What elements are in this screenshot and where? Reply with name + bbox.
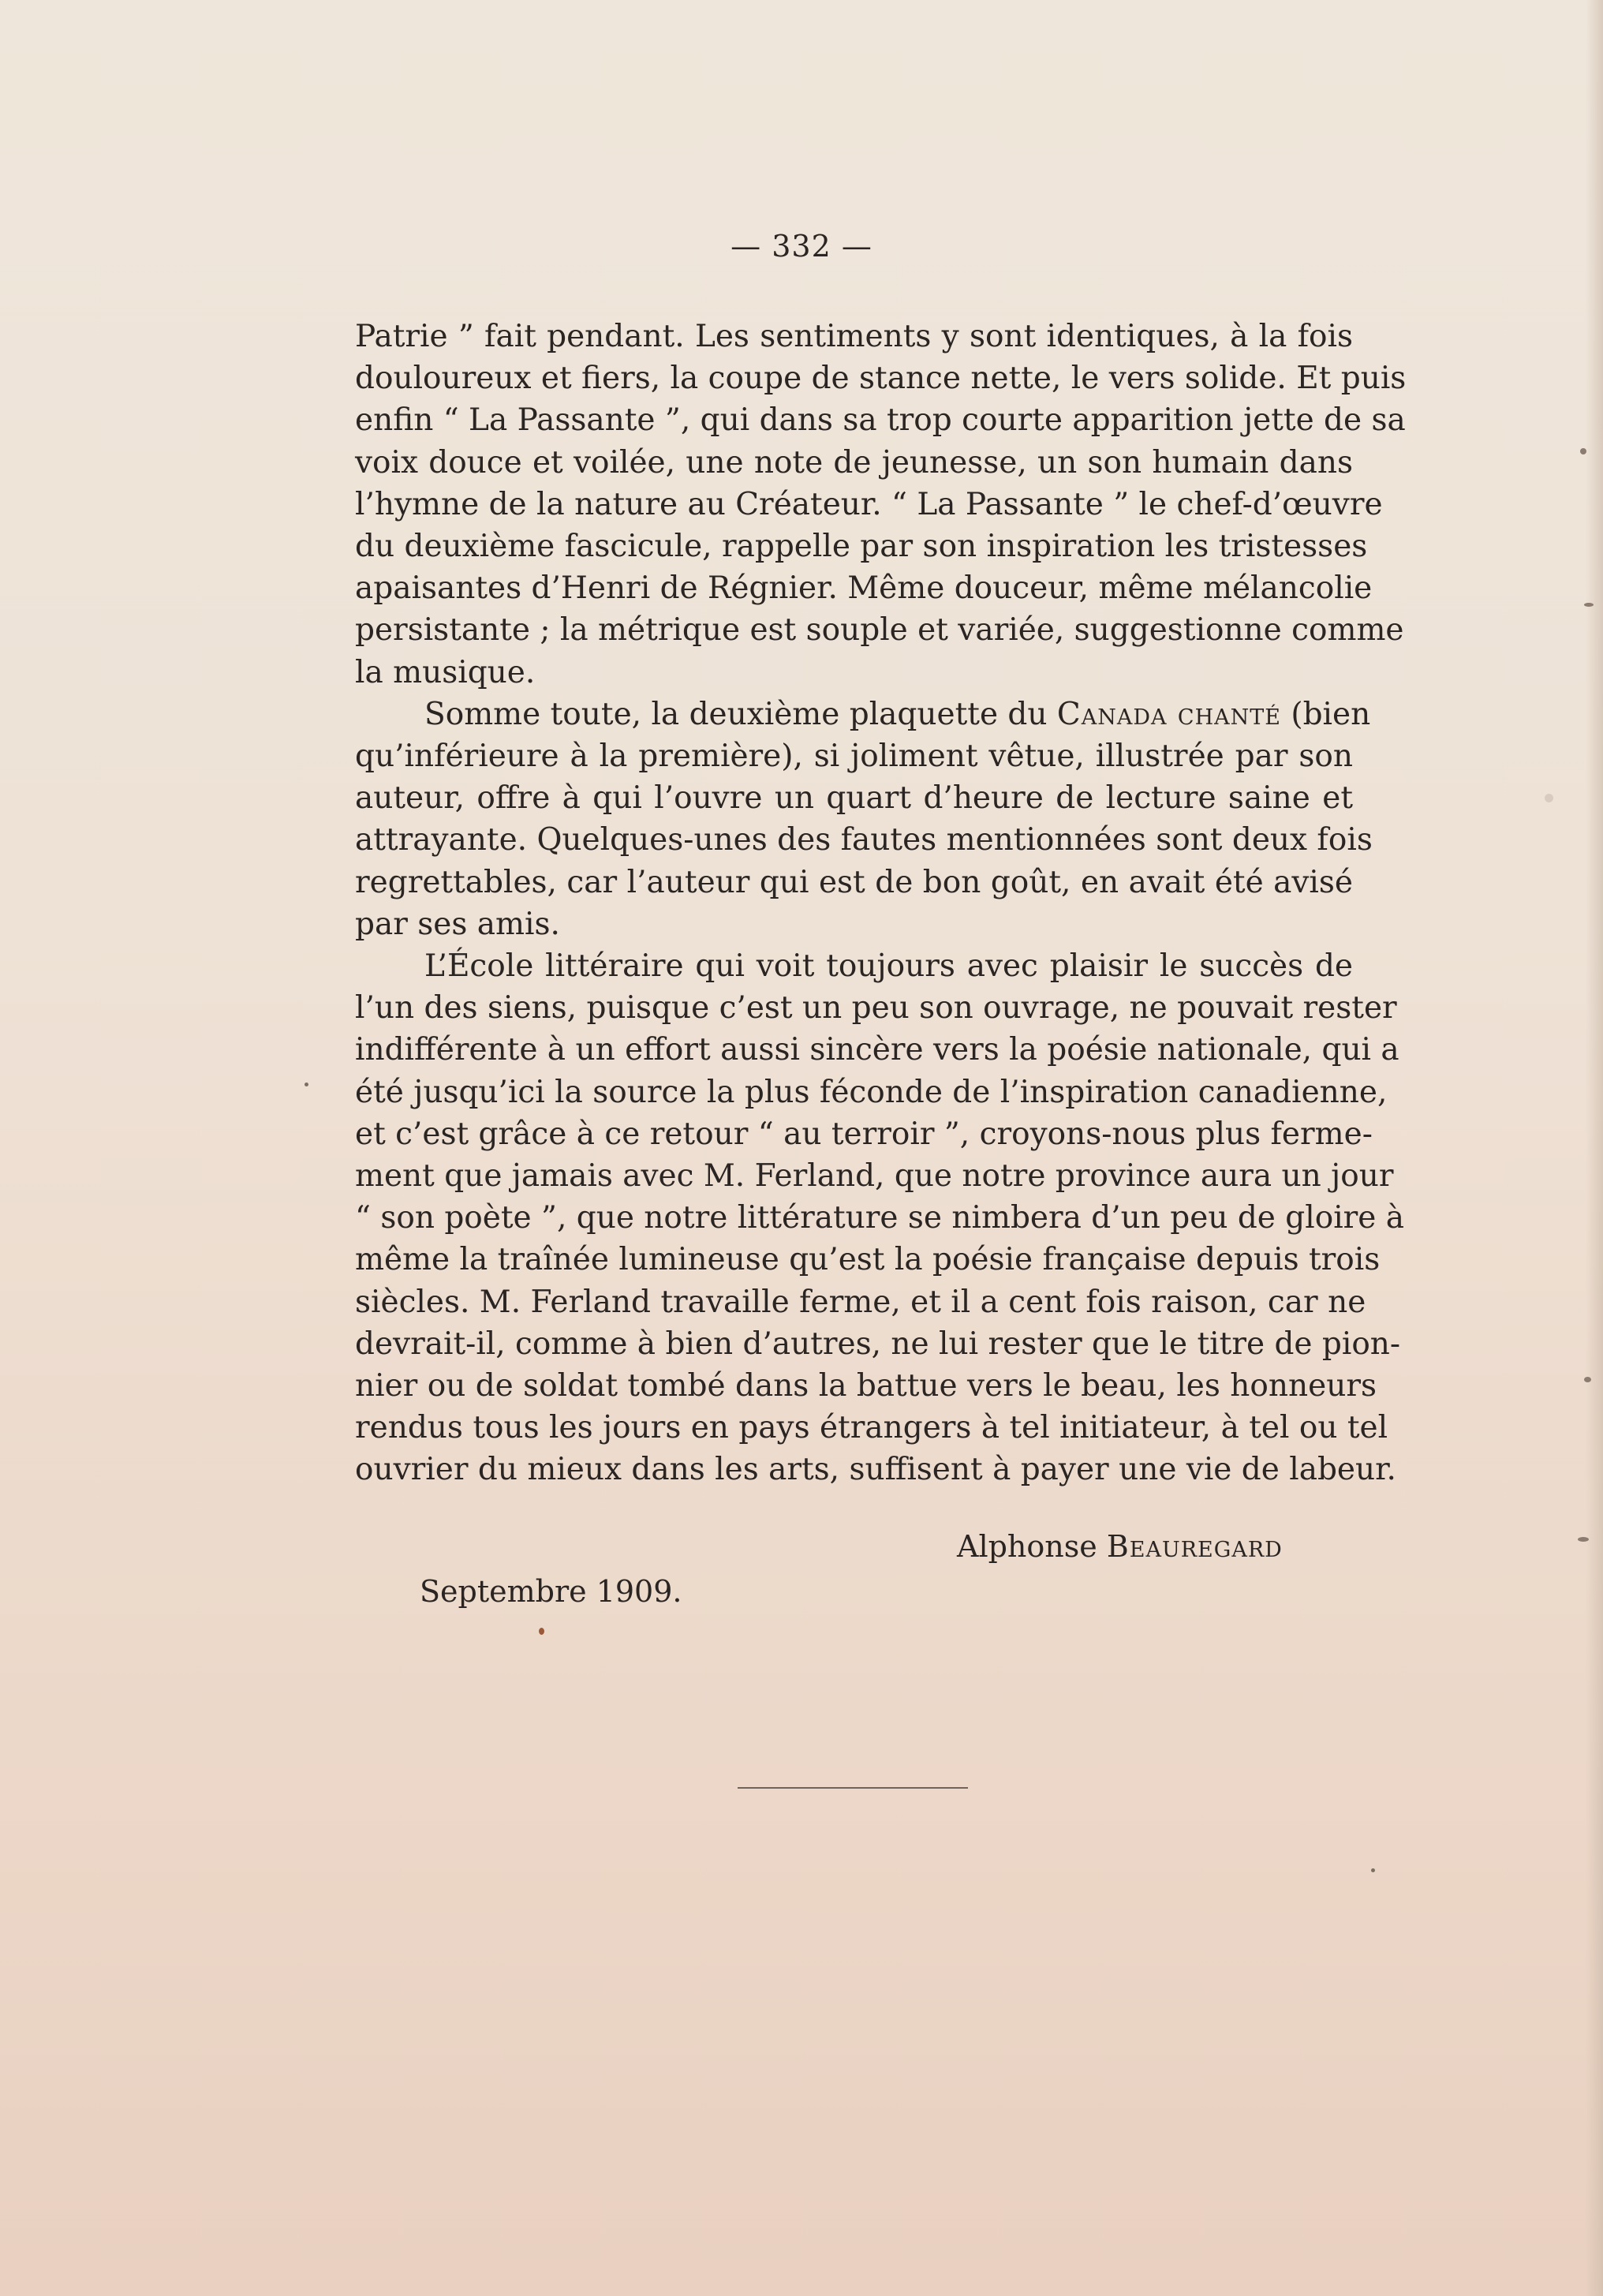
paper-speck <box>1545 794 1553 802</box>
text-line: ouvrier du mieux dans les arts, suffisent à payer une vie de labeur. <box>355 1452 1396 1488</box>
text-line: L’École littéraire qui voit toujours avec plaisir le succès de <box>424 948 1353 985</box>
text-line: Patrie ” fait pendant. Les sentiments y sont identiques, à la fois <box>355 319 1353 354</box>
paper-speck <box>1578 1537 1589 1542</box>
paragraph-2-first-line <box>355 694 1371 735</box>
article-body <box>355 316 1407 1491</box>
text-line: voix douce et voilée, une note de jeunesse, un son humain dans <box>355 444 1353 481</box>
paper-speck <box>1371 1868 1375 1872</box>
text-line: persistante ; la métrique est souple et variée, suggestionne comme <box>355 612 1404 649</box>
text-line: siècles. M. Ferland travaille ferme, et il a cent fois raison, car ne <box>355 1284 1366 1320</box>
paper-speck <box>305 1083 308 1086</box>
text-line: du deuxième fascicule, rappelle par son inspiration les tristesses <box>355 529 1368 565</box>
paper-speck <box>1580 448 1586 454</box>
text-line: enfin “ La Passante ”, qui dans sa trop courte apparition jette de sa <box>355 402 1406 439</box>
text-line: qu’inférieure à la première), si joliment vêtue, illustrée par son <box>355 739 1353 775</box>
text-line: été jusqu’ici la source la plus féconde de l’inspiration canadienne, <box>355 1074 1388 1110</box>
scan-edge-shadow <box>1586 0 1603 2296</box>
author-last-name: Beauregard <box>1106 1529 1283 1564</box>
text-line: attrayante. Quelques-unes des fautes mentionnées sont deux fois <box>355 822 1373 858</box>
text-line: regrettables, car l’auteur qui est de bon goût, en avait été avisé <box>355 864 1353 900</box>
text-line: indifférente à un effort aussi sincère vers la poésie nationale, qui a <box>355 1032 1399 1068</box>
author-signature <box>957 1529 1283 1564</box>
text-run: (bien <box>1280 696 1371 732</box>
text-line: par ses amis. <box>355 906 560 942</box>
text-line: apaisantes d’Henri de Régnier. Même douceur, même mélancolie <box>355 570 1373 607</box>
paper-speck <box>1584 1377 1591 1382</box>
text-line: ment que jamais avec M. Ferland, que notre province aura un jour <box>355 1158 1394 1195</box>
text-line: nier ou de soldat tombé dans la battue vers le beau, les honneurs <box>355 1368 1377 1404</box>
text-line: douloureux et fiers, la coupe de stance nette, le vers solide. Et puis <box>355 361 1407 397</box>
text-line: et c’est grâce à ce retour “ au terroir ”, croyons-nous plus ferme- <box>355 1116 1373 1152</box>
text-line: la musique. <box>355 654 536 690</box>
author-first-name: Alphonse <box>957 1529 1097 1564</box>
paper-speck <box>1584 603 1594 607</box>
book-title: Canada chanté <box>1056 696 1281 732</box>
text-line: même la traînée lumineuse qu’est la poésie française depuis trois <box>355 1242 1381 1278</box>
text-line: auteur, offre à qui l’ouvre un quart d’heure de lecture saine et <box>355 780 1353 817</box>
text-line: l’hymne de la nature au Créateur. “ La Passante ” le chef-d’œuvre <box>355 486 1383 522</box>
dateline: Septembre 1909. <box>420 1574 682 1609</box>
page-number: — 332 — <box>731 229 872 264</box>
closing-rule <box>738 1787 968 1789</box>
paper-speck <box>539 1628 544 1635</box>
text-line: l’un des siens, puisque c’est un peu son ouvrage, ne pouvait rester <box>355 990 1397 1026</box>
text-line: devrait-il, comme à bien d’autres, ne lui rester que le titre de pion- <box>355 1326 1401 1362</box>
text-line: rendus tous les jours en pays étrangers à tel initiateur, à tel ou tel <box>355 1410 1388 1446</box>
text-line: “ son poète ”, que notre littérature se nimbera d’un peu de gloire à <box>355 1200 1405 1236</box>
text-run: Somme toute, la deuxième plaquette du <box>424 696 1057 732</box>
